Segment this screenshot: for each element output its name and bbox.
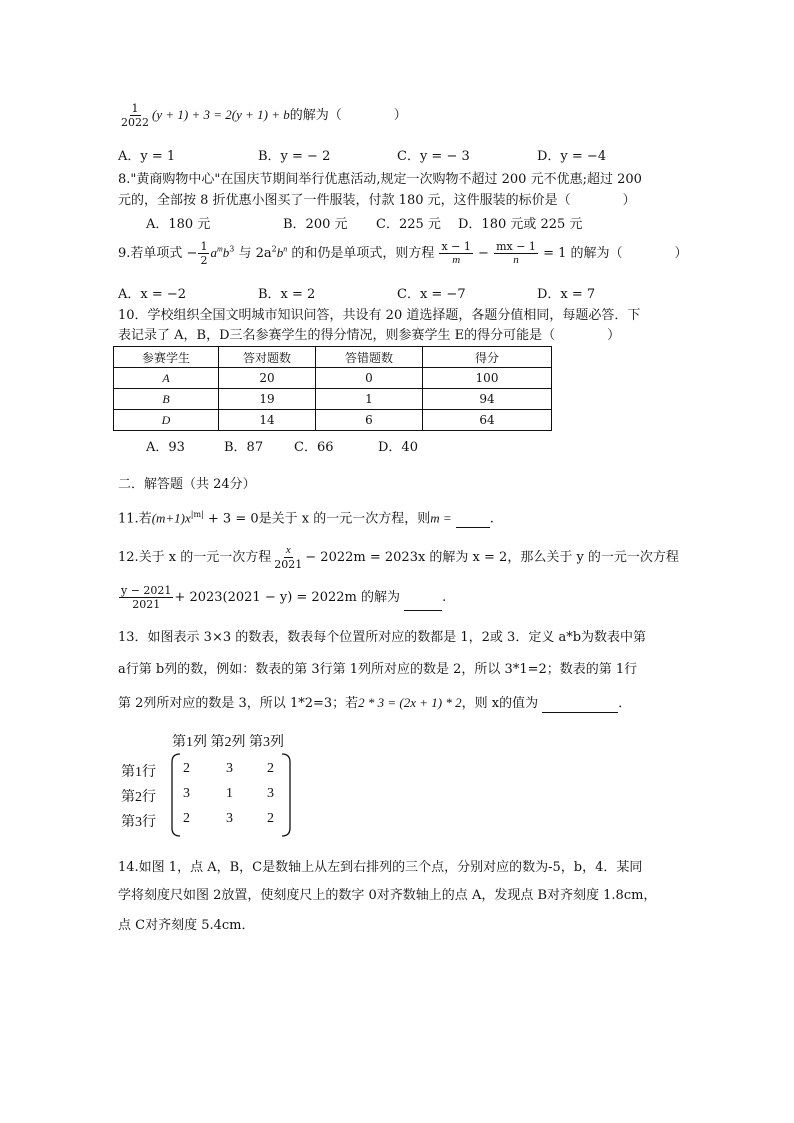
table-cell: B [114, 389, 219, 410]
q12-line1-b: − 2022m = 2023x 的解为 x = 2，那么关于 y 的一元一次方程 [305, 550, 679, 565]
q12-f-num: x [285, 544, 291, 556]
q7-suffix: 的解为（ ） [289, 108, 407, 123]
matrix-cell: 3 [226, 761, 233, 776]
q13-end: ． [618, 696, 632, 711]
q11-expr: (m+1)x [151, 510, 191, 526]
q7-option-d: D．y = −4 [537, 149, 607, 164]
q11-expr-tail: + 3 = 0 [203, 511, 259, 527]
q14-line2: 学将刻度尺如图 2放置，使刻度尺上的数字 0对齐数轴上的点 A，发现点 B对齐刻度 1.8cm， [118, 888, 657, 903]
q12-f-den: 2021 [274, 558, 303, 571]
q12-answer-blank[interactable] [404, 596, 442, 611]
q10-score-table [113, 346, 552, 431]
q9-term1: a [210, 245, 217, 260]
q7-equation: (y + 1) + 3 = 2(y + 1) + b [152, 107, 290, 122]
q12-fraction-2 [119, 584, 173, 611]
matrix-row-label: 第1行 [121, 765, 156, 780]
q14-line3: 点 C对齐刻度 5.4cm． [118, 918, 255, 933]
q13-line3-a: 第 2列所对应的数是 3，所以 1*2=3；若 [118, 696, 359, 711]
q8-option-b: B．200 元 [283, 217, 348, 232]
q9-line: 9.若单项式 − $\frac{1}{2}$ $a^mb^3$ 与 $2a^2b^n$ 的和仍是单项式，则方程 $\frac{x - 1}{m}$ − $\frac{mx - 1}{n}$ = 1 的解为（ ） [118, 240, 688, 267]
q7-option-a: A．y = 1 [118, 149, 176, 164]
table-cell: 14 [219, 410, 316, 431]
table-cell: 19 [219, 389, 316, 410]
q12-line1-a: 12.关于 x 的一元一次方程 [118, 550, 272, 565]
table-cell: 64 [423, 410, 552, 431]
q9-coef-num: 1 [200, 240, 208, 253]
q9-prefix: 9.若单项式 − [118, 246, 198, 261]
q9-fraction-1 [439, 240, 472, 267]
q9-eq-tail: = 1 的解为（ ） [543, 246, 688, 261]
q9-option-c: C．x = −7 [397, 287, 466, 302]
q12-line2 [118, 584, 446, 611]
q10-option-d: D．40 [378, 440, 418, 455]
q9-term1-b: b [222, 245, 230, 260]
q9-coef-den: 2 [200, 254, 208, 267]
q10-option-b: B．87 [224, 440, 264, 455]
table-row [114, 368, 552, 389]
matrix-cell: 2 [183, 761, 190, 776]
table-header-row [114, 347, 552, 368]
table-cell: 20 [219, 368, 316, 389]
table-header: 参赛学生 [114, 347, 219, 368]
left-bracket [172, 754, 180, 836]
matrix-cell: 1 [226, 786, 233, 801]
matrix-cell: 2 [267, 811, 274, 826]
q9-option-d: D．x = 7 [537, 287, 596, 302]
table-cell: 6 [316, 410, 423, 431]
q11-expr-exp: |m| [190, 510, 204, 519]
q7-option-c: C．y = − 3 [397, 149, 470, 164]
table-cell: A [114, 368, 219, 389]
matrix-cell: 3 [183, 786, 190, 801]
q7-fraction [119, 102, 151, 129]
q10-line1: 10．学校组织全国文明城市知识问答，共设有 20 道选择题，各题分值相同，每题必答．下 [118, 308, 641, 323]
matrix-col-labels: 第1列 第2列 第3列 [172, 735, 284, 750]
table-row [114, 389, 552, 410]
q9-mid-exp-b: n [283, 244, 288, 254]
matrix-row-label: 第3行 [121, 815, 156, 830]
q9-mid: 与 2a [234, 246, 272, 261]
q9-f1-num: x − 1 [441, 240, 471, 253]
q12-f2-num: y − 2021 [121, 584, 172, 597]
q13-line3-b: ，则 x的值为 [461, 696, 539, 711]
table-cell: 100 [423, 368, 552, 389]
table-cell: 94 [423, 389, 552, 410]
q10-option-a: A．93 [146, 440, 185, 455]
q9-term1-exp-a: m [216, 244, 223, 254]
right-bracket [282, 754, 290, 836]
q13-line3 [118, 694, 631, 713]
q9-f2-den: n [513, 254, 519, 266]
table-header: 得分 [423, 347, 552, 368]
matrix-row-label: 第2行 [121, 790, 156, 805]
matrix-cell: 3 [226, 811, 233, 826]
q7-frac-den: 2022 [121, 116, 149, 129]
matrix-cell: 2 [267, 761, 274, 776]
q9-coef [198, 240, 209, 267]
q11-text-a: 11.若 [118, 511, 152, 527]
q8-line1: 8."黄商购物中心"在国庆节期间举行优惠活动,规定一次购物不超过 200 元不优惠;超过 200 [118, 172, 642, 187]
q9-fraction-2 [494, 240, 538, 267]
q13-expr: 2 * 3 = (2x + 1) * 2 [358, 695, 462, 710]
q8-option-c: C．225 元 [376, 217, 441, 232]
q12-f2-den: 2021 [132, 598, 161, 611]
q11-line [118, 506, 494, 528]
q10-option-c: C．66 [294, 440, 334, 455]
q8-option-d: D．180 元或 225 元 [458, 217, 583, 232]
q12-line2-b: + 2023(2021 − y) = 2022m 的解为 [174, 590, 400, 605]
q13-line1: 13．如图表示 3×3 的数表，数表每个位置所对应的数都是 1，2或 3．定义 a*b为数表中第 [118, 630, 647, 645]
q9-mid2: 的和仍是单项式，则方程 [287, 246, 435, 261]
table-header: 答错题数 [316, 347, 423, 368]
matrix-cell: 2 [183, 811, 190, 826]
q7-equation-line [118, 102, 407, 129]
q14-line1: 14.如图 1，点 A，B，C是数轴上从左到右排列的三个点，分别对应的数为-5，b，4．某同 [118, 860, 643, 875]
q11-text-b: 是关于 x 的一元一次方程，则 [258, 511, 431, 527]
matrix-cell: 3 [267, 786, 274, 801]
section-title: 二．解答题（共 24分） [118, 477, 256, 492]
q11-end: . [489, 511, 494, 527]
q9-term1-exp-b: 3 [229, 244, 235, 254]
table-row [114, 410, 552, 431]
q12-line1 [118, 544, 679, 571]
q9-f2-num: mx − 1 [496, 240, 536, 253]
q9-mid-b: b [276, 245, 284, 260]
q13-line2: a行第 b列的数，例如：数表的第 3行第 1列所对应的数是 2，所以 3*1=2；数表的第 1行 [118, 662, 638, 677]
q8-line2: 元的，全部按 8 折优惠小图买了一件服装，付款 180 元，这件服装的标价是（ ） [118, 193, 636, 208]
q11-m-eq: m = [430, 510, 452, 526]
q7-frac-num: 1 [131, 102, 139, 115]
q12-fraction-1 [272, 544, 304, 571]
q9-mid-exp: 2 [271, 244, 277, 254]
table-cell: 1 [316, 389, 423, 410]
q8-option-a: A．180 元 [146, 217, 211, 232]
table-cell: D [114, 410, 219, 431]
q9-f1-den: m [452, 254, 461, 266]
q9-option-b: B．x = 2 [258, 287, 316, 302]
q13-answer-blank[interactable] [542, 698, 618, 713]
q12-end: . [442, 590, 447, 605]
table-cell: 0 [316, 368, 423, 389]
q11-answer-blank[interactable] [456, 513, 490, 528]
q10-line2: 表记录了 A，B，D三名参赛学生的得分情况，则参赛学生 E的得分可能是（ ） [118, 328, 621, 343]
table-header: 答对题数 [219, 347, 316, 368]
q9-option-a: A．x = −2 [118, 287, 187, 302]
q7-option-b: B．y = − 2 [258, 149, 331, 164]
